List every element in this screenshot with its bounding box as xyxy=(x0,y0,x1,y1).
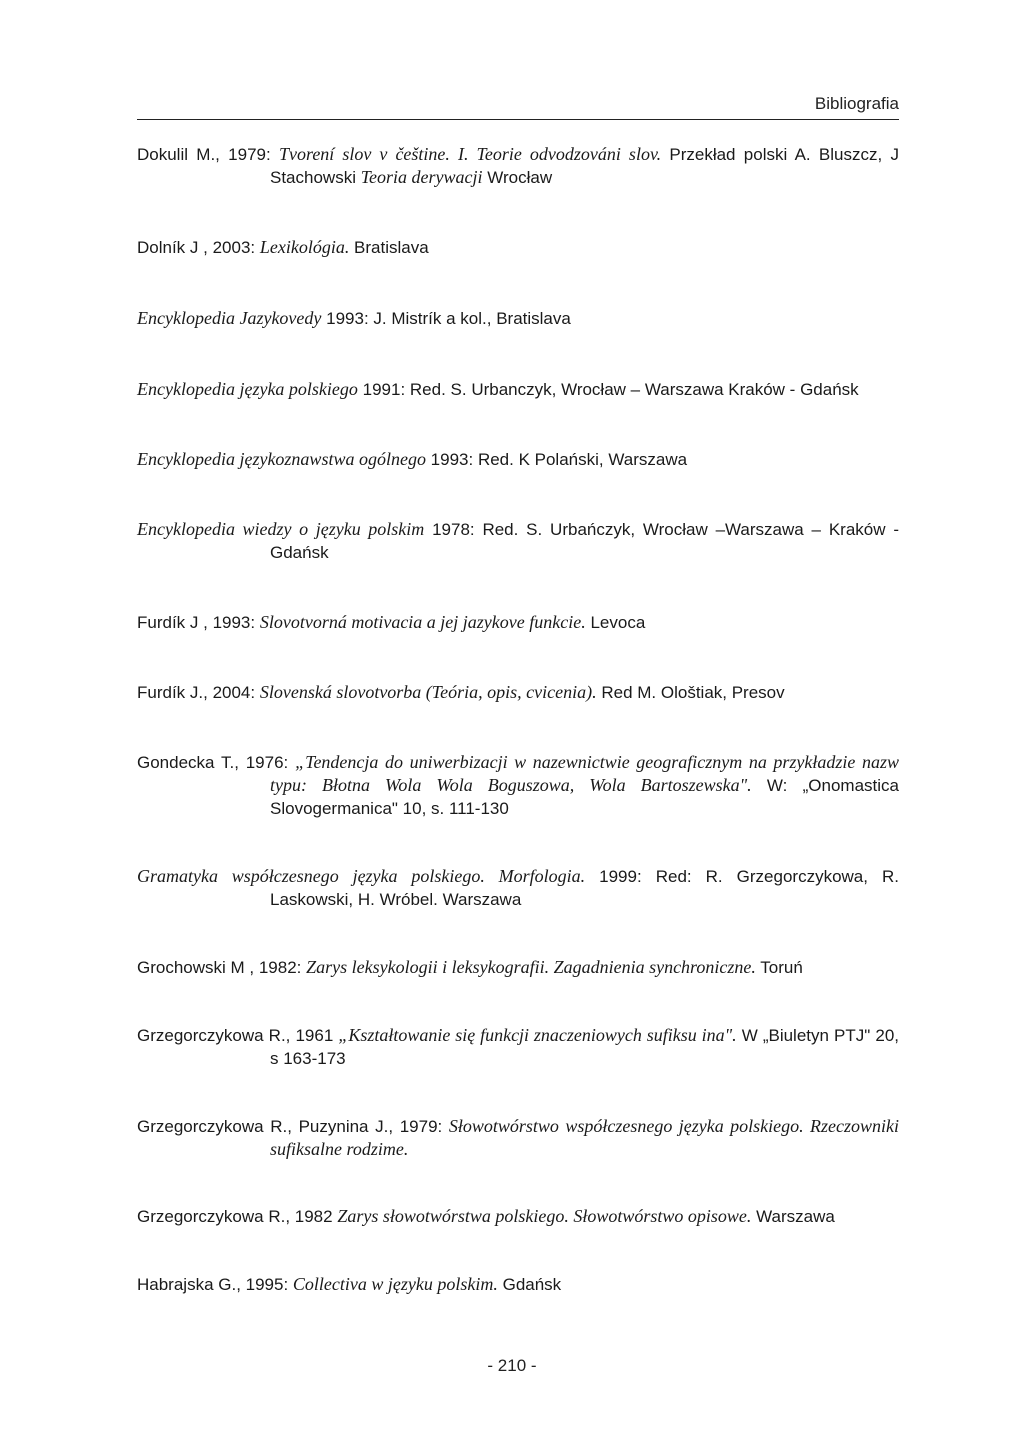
entry-text: Wrocław xyxy=(482,168,553,187)
entry-title-italic: Tvorení slov v češtine. I. Teorie odvodzováni slov. xyxy=(278,144,662,164)
entry-title-italic: Teoria derywacji xyxy=(360,167,483,187)
bibliography-entry xyxy=(137,143,899,189)
entry-text: 1978: Red. S. Urbańczyk, Wrocław –Warszawa – Kraków - Gdańsk xyxy=(270,520,899,562)
entry-text: Przekład polski A. Bluszcz, J Stachowski xyxy=(270,145,899,187)
page-number: - 210 - xyxy=(487,1356,537,1375)
entry-text: Gondecka T., 1976: xyxy=(137,753,296,772)
bibliography-entry xyxy=(137,518,899,564)
entry-title-italic: Zarys leksykologii i leksykografii. Zagadnienia synchroniczne. xyxy=(306,957,756,977)
entry-text: Grzegorczykowa R., 1961 xyxy=(137,1026,339,1045)
entry-text: 1993: Red. K Polański, Warszawa xyxy=(425,450,688,469)
entry-title-italic: Słowotwórstwo współczesnego języka polskiego. Rzeczowniki sufiksalne rodzime. xyxy=(270,1116,899,1159)
entry-text: Dolník J , 2003: xyxy=(137,238,260,257)
bibliography-entry xyxy=(137,378,899,401)
entry-text: Grzegorczykowa R., Puzynina J., 1979: xyxy=(137,1117,449,1136)
entry-text: Grzegorczykowa R., 1982 xyxy=(137,1207,338,1226)
entry-text: Warszawa xyxy=(751,1207,835,1226)
entry-text: Furdík J., 2004: xyxy=(137,683,260,702)
entry-text: Toruń xyxy=(755,958,803,977)
entry-title-italic: „Kształtowanie się funkcji znaczeniowych sufiksu ina". xyxy=(338,1025,737,1045)
entry-text: 1999: Red: R. Grzegorczykowa, R. Laskowski, H. Wróbel. Warszawa xyxy=(270,867,899,909)
entry-title-italic: Slovenská slovotvorba (Teória, opis, cvicenia). xyxy=(259,682,597,702)
entry-text: Furdík J , 1993: xyxy=(137,613,260,632)
bibliography-entry xyxy=(137,448,899,471)
entry-title-italic: Slovotvorná motivacia a jej jazykove funkcie. xyxy=(259,612,586,632)
bibliography-entry xyxy=(137,1273,899,1296)
entry-title-italic: Gramatyka współczesnego języka polskiego. Morfologia. xyxy=(137,866,586,886)
bibliography-entry xyxy=(137,1205,899,1228)
bibliography-entry xyxy=(137,1024,899,1070)
entry-text: Red M. Ološtiak, Presov xyxy=(596,683,785,702)
running-header-title: Bibliografia xyxy=(814,94,899,113)
bibliography-entry xyxy=(137,1115,899,1161)
entry-title-italic: Encyklopedia wiedzy o języku polskim xyxy=(137,519,425,539)
entry-title-italic: „Tendencja do uniwerbizacji w nazewnictwie geograficznym na przykładzie nazw typu: Błotna Wola Wola Boguszowa, Wola Bartoszewska". xyxy=(270,752,899,795)
bibliography-entry xyxy=(137,751,899,820)
header-rule xyxy=(137,119,899,120)
entry-text: Dokulil M., 1979: xyxy=(137,145,279,164)
entry-title-italic: Encyklopedia Jazykovedy xyxy=(137,308,322,328)
page-header xyxy=(137,94,899,120)
entry-text: 1993: J. Mistrík a kol., Bratislava xyxy=(321,309,571,328)
bibliography-entry xyxy=(137,865,899,911)
entry-text: Habrajska G., 1995: xyxy=(137,1275,293,1294)
bibliography-entry xyxy=(137,681,899,704)
entry-title-italic: Encyklopedia języka polskiego xyxy=(137,379,358,399)
bibliography-entry xyxy=(137,236,899,259)
entry-text: Levoca xyxy=(585,613,646,632)
entry-text: W: „Onomastica Slovogermanica" 10, s. 111-130 xyxy=(270,776,899,818)
entry-text: W „Biuletyn PTJ" 20, s 163-173 xyxy=(270,1026,899,1068)
bibliography-list xyxy=(137,143,899,1296)
entry-title-italic: Zarys słowotwórstwa polskiego. Słowotwórstwo opisowe. xyxy=(337,1206,752,1226)
entry-text: 1991: Red. S. Urbanczyk, Wrocław – Warszawa Kraków - Gdańsk xyxy=(357,380,859,399)
bibliography-entry xyxy=(137,307,899,330)
entry-text: Bratislava xyxy=(349,238,429,257)
entry-title-italic: Collectiva w języku polskim. xyxy=(292,1274,498,1294)
bibliography-entry xyxy=(137,956,899,979)
entry-text: Gdańsk xyxy=(497,1275,562,1294)
bibliography-entry xyxy=(137,611,899,634)
entry-title-italic: Encyklopedia językoznawstwa ogólnego xyxy=(137,449,426,469)
entry-text: Grochowski M , 1982: xyxy=(137,958,307,977)
entry-title-italic: Lexikológia. xyxy=(259,237,350,257)
